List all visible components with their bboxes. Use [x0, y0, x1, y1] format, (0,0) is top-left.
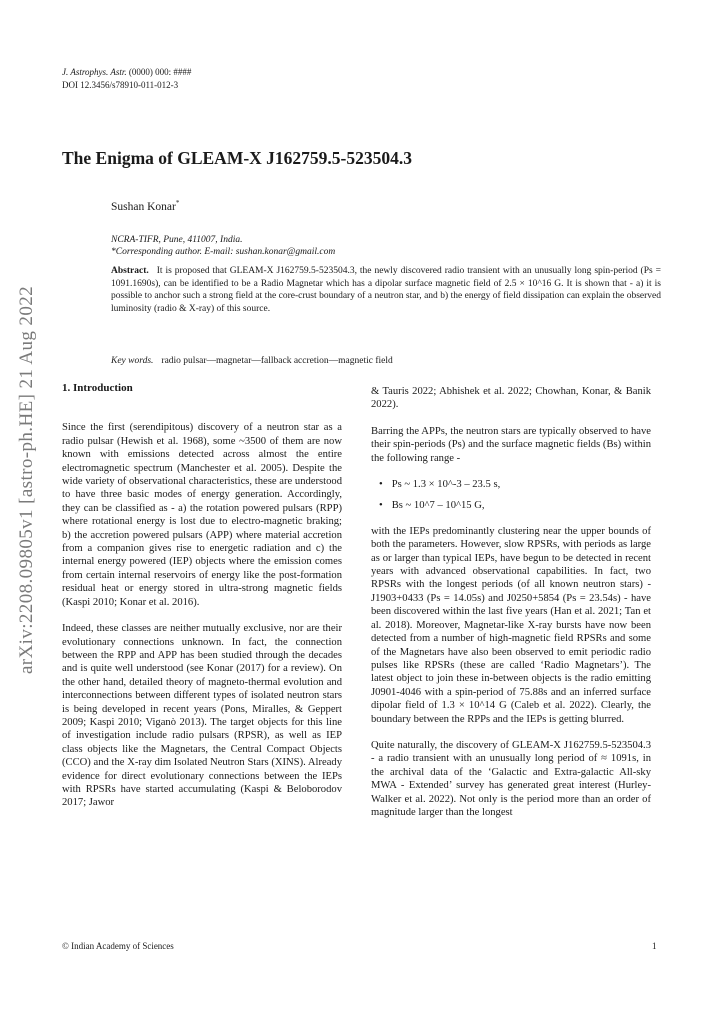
journal-citation: J. Astrophys. Astr. (0000) 000: ####	[62, 67, 192, 77]
range-list	[371, 478, 651, 513]
author-line	[111, 199, 179, 213]
paper-title: The Enigma of GLEAM-X J162759.5-523504.3	[62, 148, 412, 168]
arxiv-identifier: arXiv:2208.09805v1 [astro-ph.HE] 21 Aug 2022	[16, 285, 37, 675]
keywords-label: Key words.	[111, 356, 154, 366]
list-item: • Bs ~ 10^7 – 10^15 G,	[379, 499, 651, 512]
paragraph: with the IEPs predominantly clustering near the upper bounds of both the parameters. However, slow RPSRs, with periods as large as or larger than typical IEPs, have begun to be detected in recent years with advanced observational capabilities. In fact, two RPSRs with the longest periods (of all known neutron stars) - J1903+0433 (Ps = 14.05s) and J0250+5854 (Ps = 23.54s) - have been discovered within the last five years (Han et al. 2021; Tan et al. 2018). Moreover, Magnetar-like X-ray bursts have now been detected from a number of high-magnetic field RPSRs and some of the Magnetars have also been observed to emit periodic radio pulses like RPSRs (these are called ‘Radio Magnetars’). The latest object to join these in-between objects is the radio emitting J0901-4046 with a spin-period of 75.88s and an inferred surface dipolar field of 1.3 × 10^14 G (Caleb et al. 2022). Clearly, the boundary between the RPPs and the IEPs is getting blurred.	[371, 525, 651, 725]
paragraph: Since the first (serendipitous) discovery of a neutron star as a radio pulsar (Hewish et al. 1968), some ~3500 of them are now known with emissions detected across almost the entire electromagnetic spectrum (Manchester et al. 2005). Despite the wide variety of observational characteristics, these are understood to have three basic modes of energy generation. Accordingly, they can be classified as - a) the rotation powered pulsars (RPP) where rotational energy is lost due to electro-magnetic braking; b) the accretion powered pulsars (APP) where material accretion from a companion gives rise to energetic radiation and c) the internal energy powered (IEP) objects where the emission comes from certain internal reservoirs of energy like the post-formation residual heat or energy stored in ultra-strong magnetic fields (Kaspi 2010; Konar et al. 2016).	[62, 422, 342, 608]
corresponding-mark: *	[175, 199, 180, 207]
journal-doi: DOI 12.3456/s78910-011-012-3	[62, 80, 179, 90]
right-column	[371, 385, 651, 832]
abstract	[111, 265, 661, 315]
copyright-footer: © Indian Academy of Sciences	[62, 941, 174, 951]
paragraph: Barring the APPs, the neutron stars are typically observed to have their spin-periods (Ps) and the surface magnetic fields (Bs) within the following range -	[371, 425, 651, 464]
paragraph: Quite naturally, the discovery of GLEAM-X J162759.5-523504.3 - a radio transient with an unusually long period of ≈ 1091s, in the archival data of the ‘Galactic and Extra-galactic All-sky MWA - Extended’ survey has generated great interest (Hurley-Walker et al. 2022). Not only is the period more than an order of magnitude larger than the longest	[371, 739, 651, 818]
abstract-label: Abstract.	[111, 266, 149, 276]
arxiv-stamp	[4, 285, 50, 675]
journal-header	[62, 66, 191, 92]
paragraph: & Tauris 2022; Abhishek et al. 2022; Chowhan, Konar, & Banik 2022).	[371, 386, 651, 411]
keywords-text: radio pulsar—magnetar—fallback accretion—magnetic field	[161, 356, 393, 366]
page-number: 1	[652, 941, 657, 951]
paragraph: Indeed, these classes are neither mutually exclusive, nor are their evolutionary connections unknown. In fact, the connection between the RPP and APP has been studied through the decades and is quite well understood (see Konar (2017) for a review). On the other hand, detailed theory of magneto-thermal evolution and interconnections between different types of isolated neutron stars is being developed in recent years (Pons, Miralles, & Geppert 2009; Kaspi 2010; Viganò 2013). The target objects for this line of investigation include radio pulsars (RPSR), as well as IEP class objects like the Magnetars, the Central Compact Objects (CCO) and the X-ray dim Isolated Neutron Stars (XINS). Already evidence for direct evolutionary connections between the IEPs with RPSRs have started accumulating (Kaspi & Beloborodov 2017; Jawor	[62, 623, 342, 809]
corresponding-author-email: *Corresponding author. E-mail: sushan.konar@gmail.com	[111, 247, 336, 257]
list-item: • Ps ~ 1.3 × 10^-3 – 23.5 s,	[379, 478, 651, 491]
affiliation	[111, 234, 335, 258]
section-heading: 1. Introduction	[62, 382, 133, 394]
author-name: Sushan Konar	[111, 200, 176, 213]
affiliation-address: NCRA-TIFR, Pune, 411007, India.	[111, 235, 243, 245]
abstract-text: It is proposed that GLEAM-X J162759.5-523504.3, the newly discovered radio transient with an unusually long spin-period (Ps = 1091.1690s), can be identified to be a Radio Magnetar which has a dipolar surface magnetic field of 2.5 × 10^16 G. It is shown that - a) it is possible to anchor such a strong field at the core-crust boundary of a neutron star, and b) the energy of field dissipation can explain the observed luminosity (radio & X-ray) of this source.	[111, 266, 661, 314]
left-column	[62, 382, 342, 823]
keywords	[111, 356, 393, 366]
